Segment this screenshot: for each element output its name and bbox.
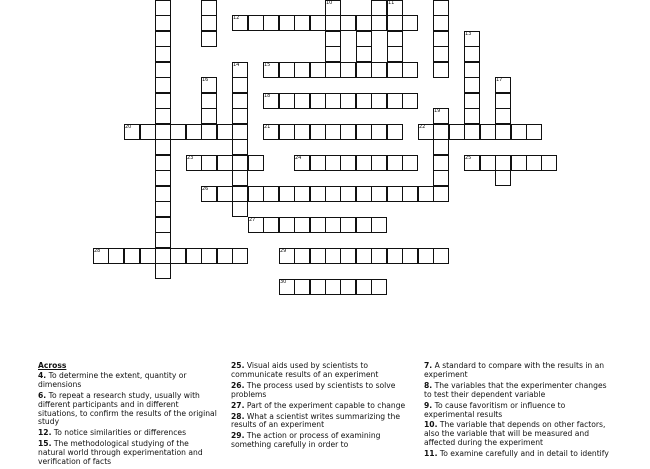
clue-item-text: The variable that depends on other factors, also the variable that will be measured and affected during the experiment (424, 420, 606, 448)
grid-cell[interactable] (232, 77, 248, 93)
grid-cell[interactable] (310, 248, 326, 264)
clue-number: 19 (434, 108, 441, 114)
clue-item (231, 402, 414, 411)
grid-cell[interactable] (387, 46, 403, 62)
grid-cell[interactable] (294, 248, 310, 264)
grid-cell[interactable] (294, 62, 310, 78)
grid-cell[interactable] (356, 31, 372, 47)
grid-cell[interactable] (294, 15, 310, 31)
clue-item (38, 392, 218, 428)
grid-cell[interactable] (356, 279, 372, 295)
grid-cell[interactable] (232, 155, 248, 171)
grid-cell[interactable] (418, 186, 434, 202)
grid-cell[interactable] (155, 248, 171, 264)
grid-cell[interactable] (294, 124, 310, 140)
grid-cell[interactable] (464, 93, 480, 109)
grid-cell[interactable] (201, 108, 217, 124)
grid-cell[interactable] (495, 170, 511, 186)
clue-number: 18 (264, 93, 271, 99)
grid-cell[interactable] (387, 155, 403, 171)
grid-cell[interactable] (310, 15, 326, 31)
clue-item (424, 362, 610, 380)
grid-cell[interactable] (356, 124, 372, 140)
grid-cell[interactable] (371, 15, 387, 31)
grid-cell[interactable] (155, 108, 171, 124)
grid-cell[interactable] (356, 15, 372, 31)
clue-item (424, 382, 610, 400)
grid-cell[interactable] (279, 62, 295, 78)
grid-cell[interactable] (371, 62, 387, 78)
grid-cell[interactable] (155, 155, 171, 171)
grid-cell[interactable] (310, 93, 326, 109)
clue-item-text: Visual aids used by scientists to communicate results of an experiment (231, 361, 379, 379)
grid-cell[interactable] (371, 248, 387, 264)
grid-cell[interactable] (433, 139, 449, 155)
grid-cell[interactable] (433, 170, 449, 186)
clues-column-2 (231, 362, 414, 452)
grid-cell[interactable] (433, 62, 449, 78)
grid-cell[interactable] (201, 93, 217, 109)
clue-item-number: 26. (231, 380, 245, 390)
grid-cell[interactable] (232, 139, 248, 155)
grid-cell[interactable] (217, 248, 233, 264)
grid-cell[interactable] (201, 248, 217, 264)
clue-item-text: To repeat a research study, usually with different participants and in different situations, to confirm the results of the original study (38, 390, 217, 427)
grid-cell[interactable] (279, 186, 295, 202)
grid-cell[interactable] (340, 93, 356, 109)
grid-cell[interactable] (201, 155, 217, 171)
grid-cell[interactable] (155, 93, 171, 109)
grid-cell[interactable] (201, 0, 217, 16)
clue-item-text: The action or process of examining something carefully in order to (231, 431, 381, 450)
grid-cell[interactable] (340, 155, 356, 171)
grid-cell[interactable] (201, 31, 217, 47)
clue-number: 24 (295, 155, 302, 161)
grid-cell[interactable] (356, 93, 372, 109)
grid-cell[interactable] (155, 139, 171, 155)
grid-cell[interactable] (155, 62, 171, 78)
clue-item (38, 372, 218, 390)
clue-item-number: 29. (231, 431, 245, 441)
clue-item (231, 413, 414, 431)
grid-cell[interactable] (340, 186, 356, 202)
grid-cell[interactable] (140, 248, 156, 264)
grid-cell[interactable] (325, 248, 341, 264)
grid-cell[interactable] (155, 46, 171, 62)
clue-number: 21 (264, 124, 271, 130)
grid-cell[interactable] (433, 248, 449, 264)
grid-cell[interactable] (433, 31, 449, 47)
grid-cell[interactable] (464, 62, 480, 78)
grid-cell[interactable] (310, 124, 326, 140)
grid-cell[interactable] (526, 124, 542, 140)
grid-cell[interactable] (325, 46, 341, 62)
clue-number: 25 (465, 155, 472, 161)
clue-number: 13 (465, 31, 472, 37)
grid-cell[interactable] (480, 124, 496, 140)
grid-cell[interactable] (340, 217, 356, 233)
grid-cell[interactable] (201, 15, 217, 31)
grid-cell[interactable] (511, 124, 527, 140)
grid-cell[interactable] (310, 186, 326, 202)
clue-number: 16 (202, 77, 209, 83)
clue-item-number: 9. (424, 400, 433, 410)
grid-cell[interactable] (310, 279, 326, 295)
grid-cell[interactable] (294, 217, 310, 233)
grid-cell[interactable] (541, 155, 557, 171)
clue-item-text: The variables that the experimenter changes to test their dependent variable (424, 380, 607, 399)
grid-cell[interactable] (108, 248, 124, 264)
across-header: Across (38, 361, 67, 370)
clue-number: 11 (388, 0, 395, 6)
grid-cell[interactable] (325, 62, 341, 78)
grid-cell[interactable] (402, 62, 418, 78)
clue-item-text: A standard to compare with the results in an experiment (424, 361, 605, 379)
clue-number: 17 (496, 77, 503, 83)
grid-cell[interactable] (263, 217, 279, 233)
clue-number: 29 (280, 248, 287, 254)
grid-cell[interactable] (232, 186, 248, 202)
grid-cell[interactable] (155, 77, 171, 93)
grid-cell[interactable] (464, 46, 480, 62)
grid-cell[interactable] (232, 201, 248, 217)
grid-cell[interactable] (433, 0, 449, 16)
clue-item-number: 7. (424, 361, 433, 370)
clue-number: 23 (187, 155, 194, 161)
clue-number: 14 (233, 62, 240, 68)
grid-cell[interactable] (433, 186, 449, 202)
grid-cell[interactable] (402, 93, 418, 109)
grid-cell[interactable] (433, 46, 449, 62)
grid-cell[interactable] (464, 124, 480, 140)
grid-cell[interactable] (356, 155, 372, 171)
grid-cell[interactable] (186, 124, 202, 140)
grid-cell[interactable] (356, 186, 372, 202)
grid-cell[interactable] (340, 62, 356, 78)
grid-cell[interactable] (310, 62, 326, 78)
clue-item-number: 15. (38, 439, 52, 449)
clue-item (38, 429, 218, 438)
clue-number: 27 (249, 217, 256, 223)
grid-cell[interactable] (480, 155, 496, 171)
clue-item-number: 8. (424, 380, 433, 390)
grid-cell[interactable] (511, 155, 527, 171)
grid-cell[interactable] (371, 217, 387, 233)
grid-cell[interactable] (155, 31, 171, 47)
grid-cell[interactable] (371, 279, 387, 295)
clue-item-number: 28. (231, 411, 245, 421)
clue-number: 30 (280, 279, 287, 285)
grid-cell[interactable] (170, 124, 186, 140)
grid-cell[interactable] (402, 248, 418, 264)
grid-cell[interactable] (155, 217, 171, 233)
grid-cell[interactable] (433, 155, 449, 171)
grid-cell[interactable] (371, 186, 387, 202)
grid-cell[interactable] (371, 155, 387, 171)
clue-item-text: To examine carefully and in detail to identify (439, 449, 609, 459)
clue-item-text: The methodological studying of the natural world through experimentation and verification of facts (38, 439, 203, 467)
grid-cell[interactable] (526, 155, 542, 171)
grid-cell[interactable] (340, 15, 356, 31)
grid-cell[interactable] (402, 15, 418, 31)
grid-cell[interactable] (464, 108, 480, 124)
clue-item-text: To notice similarities or differences (53, 428, 187, 438)
grid-cell[interactable] (279, 217, 295, 233)
clue-number: 26 (202, 186, 209, 192)
grid-cell[interactable] (263, 186, 279, 202)
grid-cell[interactable] (232, 93, 248, 109)
grid-cell[interactable] (217, 155, 233, 171)
clue-number: 28 (94, 248, 101, 254)
clue-item-text: The process used by scientists to solve problems (231, 380, 396, 399)
clue-item (424, 421, 610, 448)
grid-cell[interactable] (325, 31, 341, 47)
grid-cell[interactable] (340, 279, 356, 295)
grid-cell[interactable] (155, 15, 171, 31)
clue-number: 10 (326, 0, 333, 6)
grid-cell[interactable] (294, 93, 310, 109)
grid-cell[interactable] (140, 124, 156, 140)
grid-cell[interactable] (449, 124, 465, 140)
clue-item (231, 432, 414, 450)
grid-cell[interactable] (356, 46, 372, 62)
grid-cell[interactable] (294, 279, 310, 295)
clue-item (231, 382, 414, 400)
grid-cell[interactable] (387, 62, 403, 78)
grid-cell[interactable] (294, 186, 310, 202)
clue-number: 22 (419, 124, 426, 130)
grid-cell[interactable] (155, 170, 171, 186)
grid-cell[interactable] (217, 124, 233, 140)
clue-item-number: 6. (38, 390, 47, 400)
clues-column-3 (424, 362, 610, 461)
grid-cell[interactable] (325, 279, 341, 295)
grid-cell[interactable] (387, 31, 403, 47)
grid-cell[interactable] (495, 124, 511, 140)
grid-cell[interactable] (356, 217, 372, 233)
grid-cell[interactable] (155, 201, 171, 217)
grid-cell[interactable] (371, 0, 387, 16)
clue-item (38, 440, 218, 467)
grid-cell[interactable] (232, 108, 248, 124)
grid-cell[interactable] (155, 124, 171, 140)
grid-cell[interactable] (325, 155, 341, 171)
clue-number: 20 (125, 124, 132, 130)
grid-cell[interactable] (279, 124, 295, 140)
clue-item-number: 25. (231, 361, 245, 370)
grid-cell[interactable] (495, 93, 511, 109)
grid-cell[interactable] (248, 186, 264, 202)
grid-cell[interactable] (356, 248, 372, 264)
grid-cell[interactable] (464, 77, 480, 93)
grid-cell[interactable] (387, 186, 403, 202)
grid-cell[interactable] (387, 248, 403, 264)
grid-cell[interactable] (495, 108, 511, 124)
grid-cell[interactable] (248, 15, 264, 31)
grid-cell[interactable] (124, 248, 140, 264)
grid-cell[interactable] (232, 124, 248, 140)
grid-cell[interactable] (310, 217, 326, 233)
grid-cell[interactable] (371, 124, 387, 140)
grid-cell[interactable] (325, 186, 341, 202)
grid-cell[interactable] (279, 15, 295, 31)
grid-cell[interactable] (340, 124, 356, 140)
clue-item-text: To determine the extent, quantity or dimensions (38, 370, 187, 389)
grid-cell[interactable] (310, 155, 326, 171)
grid-cell[interactable] (155, 263, 171, 279)
grid-cell[interactable] (418, 248, 434, 264)
clue-number: 15 (264, 62, 271, 68)
grid-cell[interactable] (340, 248, 356, 264)
grid-cell[interactable] (433, 15, 449, 31)
grid-cell[interactable] (155, 186, 171, 202)
grid-cell[interactable] (495, 155, 511, 171)
grid-cell[interactable] (263, 15, 279, 31)
grid-cell[interactable] (433, 124, 449, 140)
clue-item-text: What a scientist writes summarizing the results of an experiment (231, 411, 400, 430)
clue-item-text: Part of the experiment capable to change (246, 400, 406, 410)
clue-item (424, 450, 610, 459)
grid-cell[interactable] (217, 186, 233, 202)
clues-column-1 (38, 362, 218, 469)
clue-item-text: To cause favoritism or influence to experimental results (424, 400, 566, 419)
grid-cell[interactable] (325, 217, 341, 233)
clue-item-number: 10. (424, 420, 438, 430)
grid-cell[interactable] (402, 155, 418, 171)
grid-cell[interactable] (232, 248, 248, 264)
grid-cell[interactable] (387, 93, 403, 109)
grid-cell[interactable] (232, 170, 248, 186)
grid-cell[interactable] (279, 93, 295, 109)
grid-cell[interactable] (248, 155, 264, 171)
clue-item-number: 11. (424, 449, 438, 459)
grid-cell[interactable] (402, 186, 418, 202)
clue-item-number: 12. (38, 428, 52, 438)
clue-item (231, 362, 414, 380)
grid-cell[interactable] (356, 62, 372, 78)
grid-cell[interactable] (201, 124, 217, 140)
grid-cell[interactable] (186, 248, 202, 264)
grid-cell[interactable] (155, 232, 171, 248)
clue-item (424, 402, 610, 420)
grid-cell[interactable] (325, 15, 341, 31)
grid-cell[interactable] (325, 93, 341, 109)
grid-cell[interactable] (325, 124, 341, 140)
clue-number: 12 (233, 15, 240, 21)
grid-cell[interactable] (387, 124, 403, 140)
grid-cell[interactable] (170, 248, 186, 264)
grid-cell[interactable] (371, 93, 387, 109)
grid-cell[interactable] (155, 0, 171, 16)
clue-item-number: 27. (231, 400, 245, 410)
clue-item-number: 4. (38, 370, 47, 380)
grid-cell[interactable] (387, 15, 403, 31)
